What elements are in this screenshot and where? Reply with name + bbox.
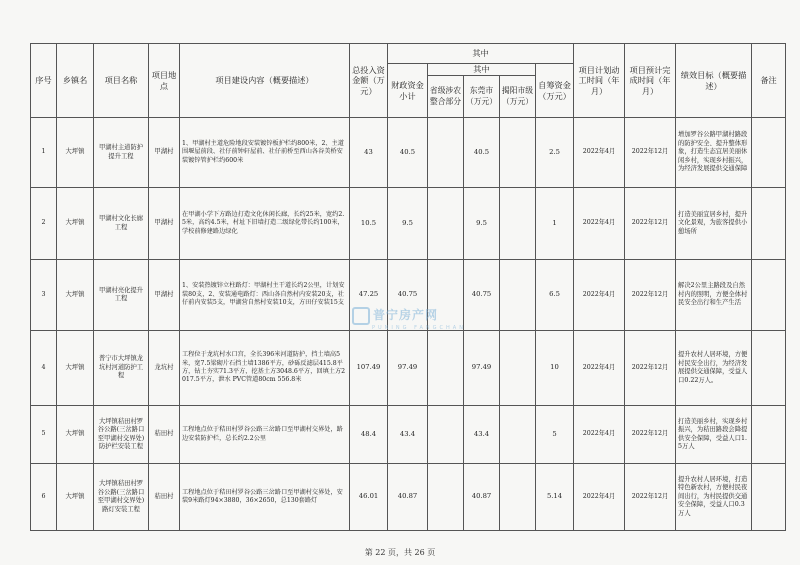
cell-end: 2022年12月 (625, 260, 676, 331)
cell-dongguan: 40.5 (464, 118, 500, 188)
cell-goal: 提升农村人居环境，方便村民安全出行，为经济发展提供交通保障，受益人口0.22万人。 (676, 331, 752, 406)
watermark-subtitle: PUNING FANGCHAN (372, 324, 466, 331)
cell-end: 2022年12月 (625, 188, 676, 260)
cell-remark (752, 464, 786, 531)
header-fiscal-subtotal: 财政资金小计 (388, 64, 428, 118)
cell-total: 47.25 (350, 260, 388, 331)
header-total: 总投入资金额（万元） (350, 44, 388, 118)
table-row (31, 406, 786, 464)
watermark (352, 306, 466, 331)
cell-remark (752, 188, 786, 260)
cell-seq: 4 (31, 331, 57, 406)
cell-fiscal: 97.49 (388, 331, 428, 406)
header-project-name: 项目名称 (94, 44, 149, 118)
header-end-time: 项目预计完成时间（年月） (625, 44, 676, 118)
header-provincial: 省级涉农整合部分 (428, 76, 464, 118)
cell-provincial (428, 188, 464, 260)
cell-content: 工程地点位于秸田村罗谷公路三岔路口至甲湖村交界处，安装9米路灯94×3880，36×2650，总130套路灯 (180, 464, 350, 531)
watermark-logo-icon (352, 307, 370, 325)
cell-fiscal: 43.4 (388, 406, 428, 464)
cell-total: 46.01 (350, 464, 388, 531)
cell-seq: 6 (31, 464, 57, 531)
cell-content: 在甲湖小学下方路边打造文化休闲长廊，长约25米，宽约2.5米，高约4.5米，村址下旧墙打造二级绿化带长约100米，学校前修建路边绿化 (180, 188, 350, 260)
header-remark: 备注 (752, 44, 786, 118)
cell-self-raised: 6.5 (536, 260, 574, 331)
table-row (31, 118, 786, 188)
cell-remark (752, 406, 786, 464)
cell-start: 2022年4月 (574, 260, 625, 331)
cell-town: 大坪镇 (57, 188, 94, 260)
header-seq: 序号 (31, 44, 57, 118)
cell-jieyang (500, 118, 536, 188)
cell-remark (752, 331, 786, 406)
cell-start: 2022年4月 (574, 464, 625, 531)
cell-project-name: 甲湖村亮化提升工程 (94, 260, 149, 331)
cell-start: 2022年4月 (574, 406, 625, 464)
cell-content: 工程地点位于秸田村罗谷公路三岔路口至甲湖村交界处，路边安装防护栏，总长约2.2公里 (180, 406, 350, 464)
cell-provincial (428, 464, 464, 531)
header-of-which: 其中 (388, 44, 574, 64)
cell-self-raised: 10 (536, 331, 574, 406)
cell-total: 107.49 (350, 331, 388, 406)
cell-end: 2022年12月 (625, 331, 676, 406)
cell-seq: 2 (31, 188, 57, 260)
cell-fiscal: 40.75 (388, 260, 428, 331)
header-goal: 绩效目标（概要描述） (676, 44, 752, 118)
cell-goal: 提升农村人居环境，打造特色新农村，方便村民夜间出行，为村民提供交通安全保障，受益人口0.3万人 (676, 464, 752, 531)
project-table (30, 43, 786, 531)
cell-project-name: 大坪镇秸田村罗谷公路(三岔路口至甲湖村交界处)路灯安装工程 (94, 464, 149, 531)
cell-end: 2022年12月 (625, 118, 676, 188)
cell-start: 2022年4月 (574, 118, 625, 188)
cell-self-raised: 2.5 (536, 118, 574, 188)
cell-total: 48.4 (350, 406, 388, 464)
cell-content: 1、安装热镀锌立柱路灯：甲湖村主干道长约2公里，计划安装80支，2、安装通电路灯：西山各自然村内安装20支，社仔前内安装5支，甲湖营自然村安装10支，方田仔安装15支 (180, 260, 350, 331)
cell-remark (752, 118, 786, 188)
cell-seq: 5 (31, 406, 57, 464)
cell-location: 甲湖村 (149, 118, 180, 188)
cell-town: 大坪镇 (57, 406, 94, 464)
cell-jieyang (500, 406, 536, 464)
cell-provincial (428, 406, 464, 464)
cell-end: 2022年12月 (625, 406, 676, 464)
cell-project-name: 普宁市大坪镇龙坑村河道防护工程 (94, 331, 149, 406)
cell-fiscal: 40.5 (388, 118, 428, 188)
cell-self-raised: 5.14 (536, 464, 574, 531)
cell-end: 2022年12月 (625, 464, 676, 531)
cell-provincial (428, 118, 464, 188)
cell-location: 甲湖村 (149, 188, 180, 260)
header-location: 项目地点 (149, 44, 180, 118)
cell-fiscal: 9.5 (388, 188, 428, 260)
cell-town: 大坪镇 (57, 464, 94, 531)
header-start-time: 项目计划动工时间（年月） (574, 44, 625, 118)
cell-location: 甲湖村 (149, 260, 180, 331)
cell-town: 大坪镇 (57, 260, 94, 331)
cell-start: 2022年4月 (574, 331, 625, 406)
header-dongguan: 东莞市（万元） (464, 76, 500, 118)
page-footer: 第 22 页，共 26 页 (364, 548, 436, 557)
cell-content: 工程位于龙坑村水口宫，全长396米河道防护，挡土墙高5米，宽7.5梁砌片石挡土墙1386平方，砂砾反滤层415.8平方，钻土夯实71.3平方，挖基土方3048.6平方，回填土方2017.5平方，泄水 PVC管道80cm 556.8米 (180, 331, 350, 406)
cell-self-raised: 1 (536, 188, 574, 260)
table-row (31, 464, 786, 531)
cell-jieyang (500, 188, 536, 260)
cell-location: 秸田村 (149, 406, 180, 464)
cell-goal: 增加罗谷公路甲湖村路段的防护安全、提升整体形象，打造生态宜居美丽休闲乡村，实现乡村振兴，为经济发展提供交通保障 (676, 118, 752, 188)
cell-project-name: 甲湖村主道防护提升工程 (94, 118, 149, 188)
cell-jieyang (500, 260, 536, 331)
header-town: 乡镇名 (57, 44, 94, 118)
cell-seq: 3 (31, 260, 57, 331)
cell-dongguan: 43.4 (464, 406, 500, 464)
watermark-title: 普宁房产网 (373, 308, 439, 322)
cell-goal: 打造美丽乡村，实现乡村振兴，为秸田路段会降提供安全保障，受益人口1.5万人 (676, 406, 752, 464)
cell-town: 大坪镇 (57, 118, 94, 188)
cell-dongguan: 40.75 (464, 260, 500, 331)
cell-total: 43 (350, 118, 388, 188)
cell-remark (752, 260, 786, 331)
cell-jieyang (500, 331, 536, 406)
header-self-raised: 自筹资金（万元） (536, 64, 574, 118)
cell-dongguan: 9.5 (464, 188, 500, 260)
table-row (31, 331, 786, 406)
cell-goal: 解决2公里主路段及自然村内的照明，方便全体村民安全出行和生产生活 (676, 260, 752, 331)
cell-dongguan: 40.87 (464, 464, 500, 531)
table-row (31, 188, 786, 260)
cell-seq: 1 (31, 118, 57, 188)
cell-fiscal: 40.87 (388, 464, 428, 531)
cell-total: 10.5 (350, 188, 388, 260)
cell-project-name: 大坪镇秸田村罗谷公路(三岔路口至甲湖村交界处)防护栏安装工程 (94, 406, 149, 464)
cell-location: 秸田村 (149, 464, 180, 531)
cell-goal: 打造美丽宜居乡村，提升文化景观，为旅客提供小憩场所 (676, 188, 752, 260)
cell-town: 大坪镇 (57, 331, 94, 406)
cell-content: 1、甲湖村主道危险地段安装镀锌板护栏约800米，2、主道围堰屋前段、社仔前钟轩屋前、社仔前桥至西山各谷美桥安装镀锌管护栏约600米 (180, 118, 350, 188)
header-jieyang: 揭阳市级（万元） (500, 76, 536, 118)
cell-location: 龙坑村 (149, 331, 180, 406)
cell-project-name: 甲湖村文化长廊工程 (94, 188, 149, 260)
cell-start: 2022年4月 (574, 188, 625, 260)
header-of-which-2: 其中 (428, 64, 536, 76)
cell-dongguan: 97.49 (464, 331, 500, 406)
cell-provincial (428, 331, 464, 406)
cell-self-raised: 5 (536, 406, 574, 464)
cell-jieyang (500, 464, 536, 531)
header-content: 项目建设内容（概要描述） (180, 44, 350, 118)
